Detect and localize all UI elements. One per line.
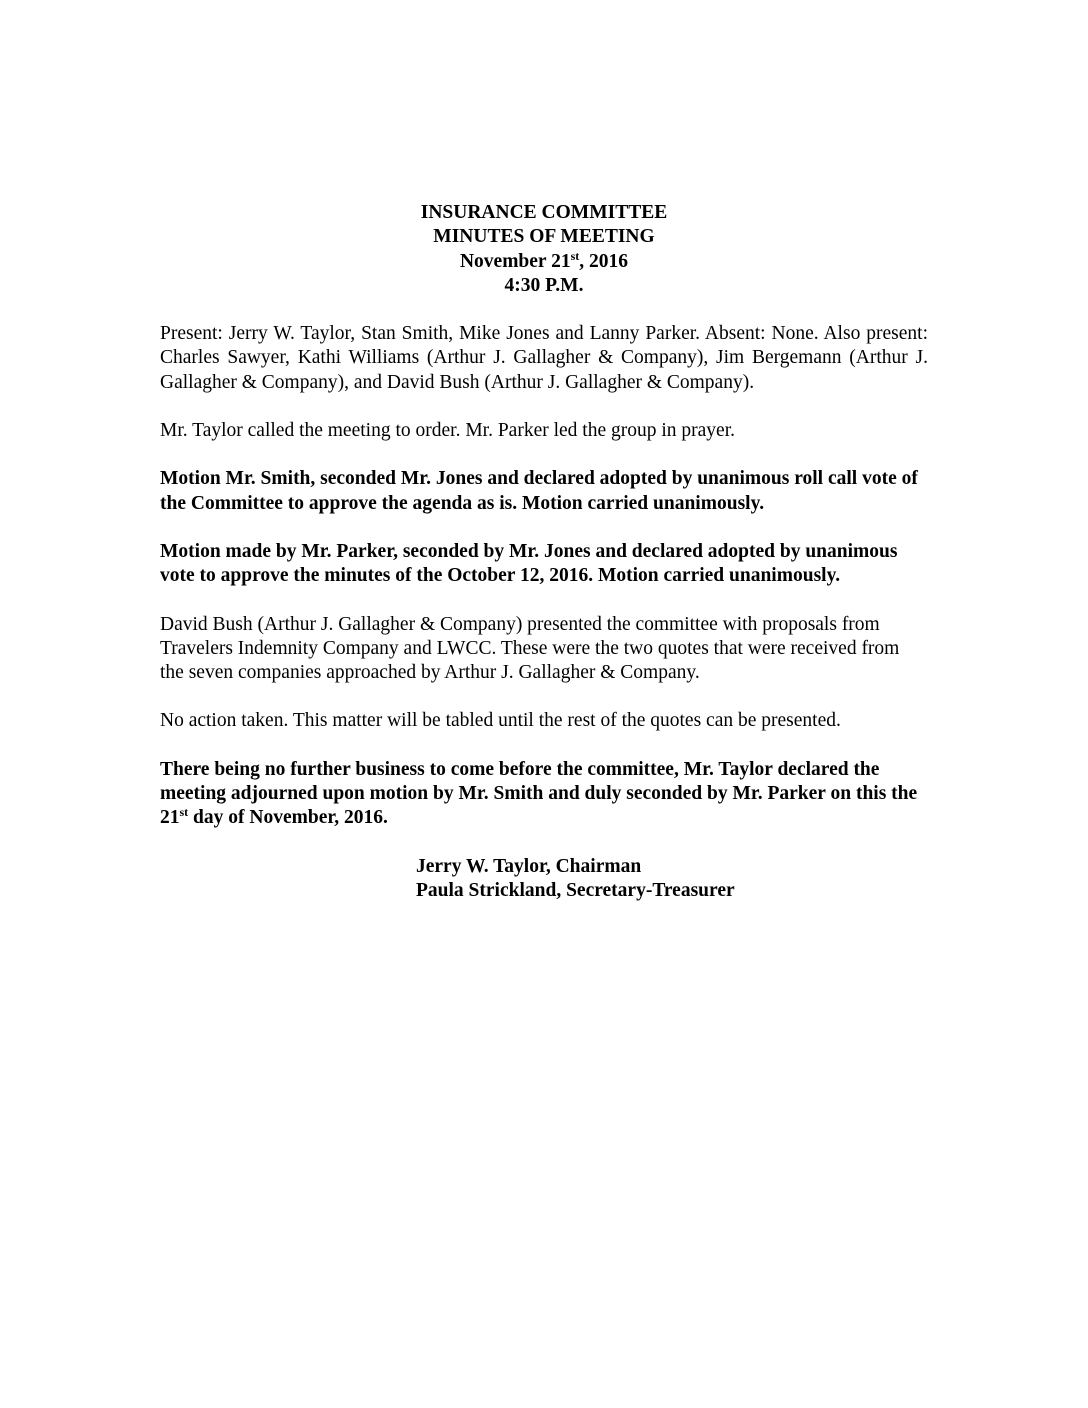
- meeting-time: 4:30 P.M.: [504, 274, 584, 296]
- minutes-title: MINUTES OF MEETING: [433, 226, 655, 248]
- meeting-date-ordinal: st: [570, 248, 580, 263]
- meeting-date-text: November 21: [459, 250, 571, 272]
- minutes-body: [160, 201, 928, 903]
- adjournment-date: day of November, 2016.: [188, 807, 388, 829]
- meeting-date-year: , 2016: [579, 250, 629, 272]
- document-heading: [160, 201, 928, 298]
- proposals-paragraph: David Bush (Arthur J. Gallagher & Company) presented the committee with proposals from Travelers Indemnity Company and LWCC. These were the two quotes that were received from the seven companies approached by Arthur J. Gallagher & Company.: [160, 613, 900, 684]
- minutes-motion-paragraph: Motion made by Mr. Parker, seconded by Mr. Jones and declared adopted by unanimous vote to approve the minutes of the October 12, 2016. Motion carried unanimously.: [160, 540, 898, 587]
- agenda-motion-paragraph: Motion Mr. Smith, seconded Mr. Jones and declared adopted by unanimous roll call vote of the Committee to approve the agenda as is. Motion carried unanimously.: [160, 468, 918, 514]
- meeting-date: [160, 250, 928, 274]
- adjournment-text: There being no further business to come before the committee, Mr. Taylor declared the meeting adjourned upon motion by Mr. Smith and duly seconded by Mr. Parker on this the 21: [160, 758, 918, 829]
- chairman-signature: Jerry W. Taylor, Chairman: [416, 855, 642, 877]
- no-action-paragraph: No action taken. This matter will be tabled until the rest of the quotes can be presented.: [160, 710, 841, 732]
- secretary-signature: Paula Strickland, Secretary-Treasurer: [416, 879, 735, 901]
- adjournment-ordinal: st: [179, 805, 189, 820]
- adjournment-paragraph: [160, 758, 928, 831]
- signature-block: [416, 855, 928, 904]
- committee-title: INSURANCE COMMITTEE: [420, 202, 668, 223]
- call-to-order-paragraph: Mr. Taylor called the meeting to order. Mr. Parker led the group in prayer.: [160, 420, 735, 442]
- attendance-paragraph: Present: Jerry W. Taylor, Stan Smith, Mike Jones and Lanny Parker. Absent: None. Also present: Charles Sawyer, Kathi Williams (Arthur J. Gallagher & Company), Jim Bergemann (Arthur J. Gallagher & Company), and David Bush (Arthur J. Gallagher & Company).: [160, 323, 928, 393]
